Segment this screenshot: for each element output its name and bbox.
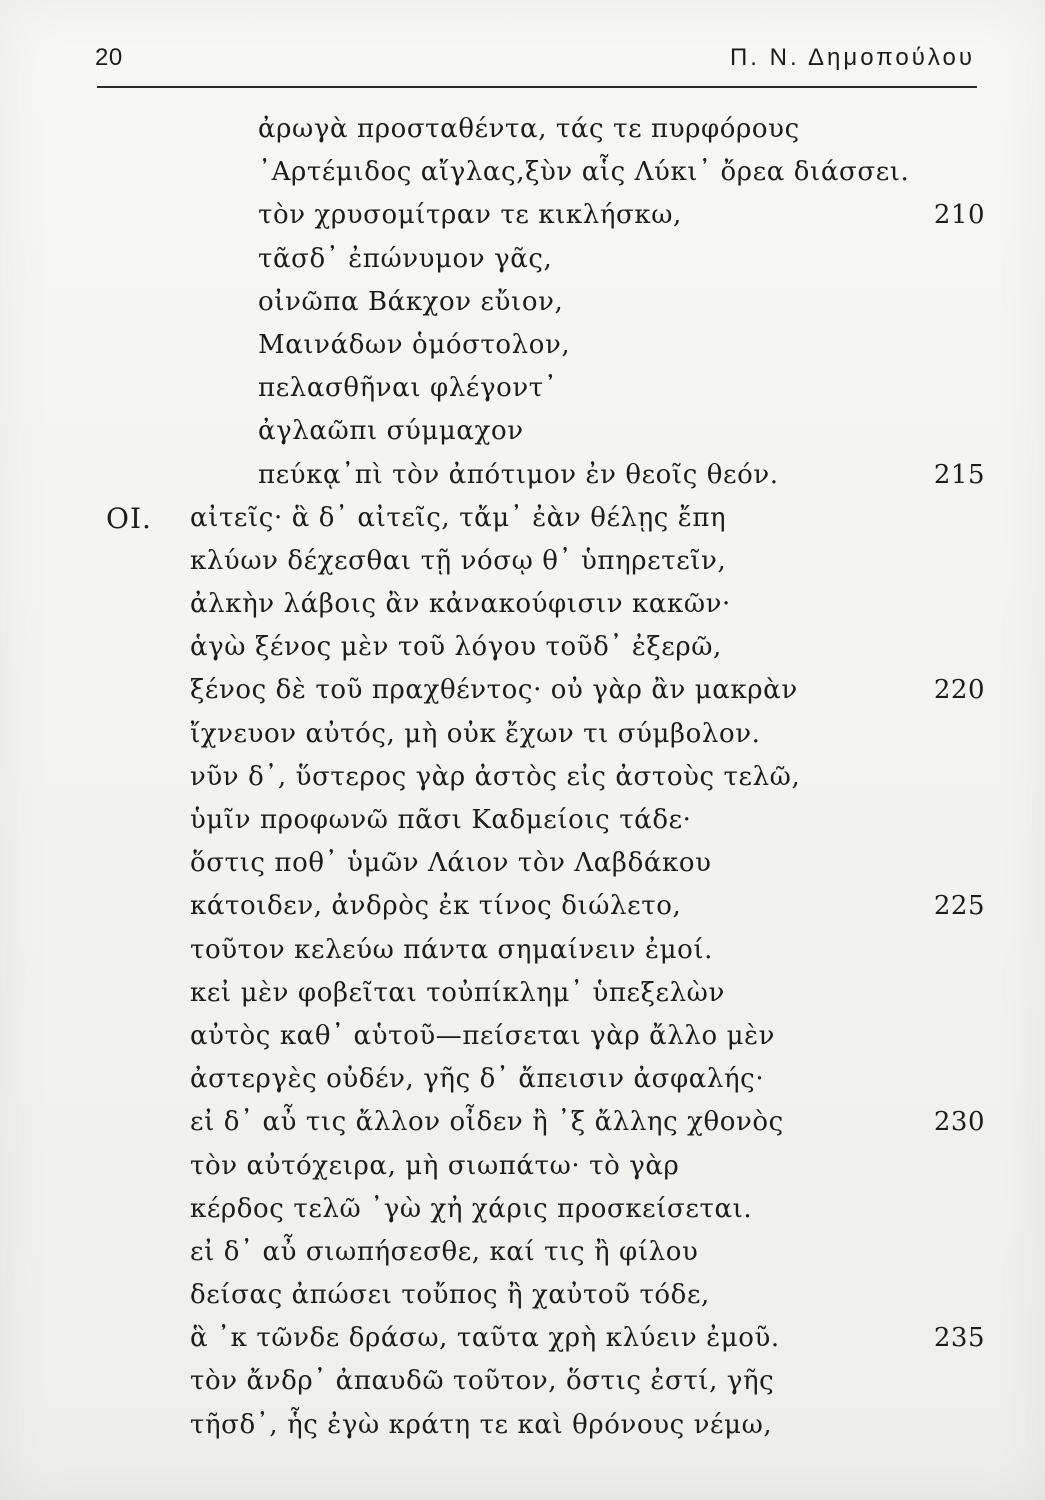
line-number: 225 <box>933 891 985 922</box>
verse-text: τὸν ἄνδρ᾿ ἀπαυδῶ τοῦτον, ὅστις ἐστί, γῆς <box>190 1366 775 1397</box>
verse-line <box>0 1274 1045 1317</box>
verse-text: ὑμῖν προφωνῶ πᾶσι Καδμείοις τάδε· <box>190 805 692 835</box>
verse-line <box>0 756 1045 799</box>
header-rule <box>97 86 977 88</box>
verse-text: ἴχνευον αὐτός, μὴ οὐκ ἔχων τι σύμβολον. <box>190 718 761 749</box>
running-title: Π. Ν. Δημοπούλου <box>729 44 975 71</box>
verse-text: τὸν χρυσομίτραν τε κικλήσκω, <box>258 200 682 231</box>
page-header <box>95 44 975 84</box>
verse-text: πελασθῆναι φλέγοντ᾿ <box>258 373 558 404</box>
verse-text: κέρδος τελῶ ᾿γὼ χἠ χάρις προσκείσεται. <box>190 1193 753 1224</box>
verse-line <box>0 1188 1045 1231</box>
verse-line <box>0 1145 1045 1188</box>
verse-text: ἀρωγὰ προσταθέντα, τάς τε πυρφόρους <box>258 114 800 144</box>
verse-text: ἃ ᾿κ τῶνδε δράσω, ταῦτα χρὴ κλύειν ἐμοῦ. <box>190 1323 780 1354</box>
verse-text: εἰ δ᾿ αὖ σιωπήσεσθε, καί τις ἢ φίλου <box>190 1236 699 1267</box>
verse-line <box>0 583 1045 626</box>
page-number: 20 <box>95 44 123 71</box>
verse-text: ἀλκὴν λάβοις ἂν κἀνακούφισιν κακῶν· <box>190 589 731 620</box>
verse-text: ἀγλαῶπι σύμμαχον <box>258 416 524 447</box>
verse-line <box>0 108 1045 151</box>
verse-text: οἰνῶπα Βάκχον εὔιον, <box>258 286 564 317</box>
verse-line <box>0 151 1045 194</box>
verse-text: ἁγὼ ξένος μὲν τοῦ λόγου τοῦδ᾿ ἐξερῶ, <box>190 632 722 663</box>
verse-line <box>0 799 1045 842</box>
verse-line <box>0 367 1045 410</box>
verse-block <box>0 108 1045 1447</box>
line-number: 235 <box>933 1323 985 1354</box>
verse-text: τὸν αὐτόχειρα, μὴ σιωπάτω· τὸ γὰρ <box>190 1150 680 1181</box>
verse-line <box>0 885 1045 928</box>
speaker-label: ΟΙ. <box>106 501 152 535</box>
verse-line <box>0 1101 1045 1144</box>
line-number: 210 <box>933 200 985 231</box>
verse-text: κλύων δέχεσθαι τῇ νόσῳ θ᾿ ὑπηρετεῖν, <box>190 545 727 576</box>
verse-text: εἰ δ᾿ αὖ τις ἄλλον οἶδεν ἢ ᾿ξ ἄλλης χθονὸς <box>190 1107 784 1138</box>
line-number: 220 <box>933 675 985 706</box>
verse-text: ὅστις ποθ᾿ ὑμῶν Λάιον τὸν Λαβδάκου <box>190 848 712 879</box>
verse-line <box>0 497 1045 540</box>
verse-line <box>0 454 1045 497</box>
verse-line <box>0 972 1045 1015</box>
verse-text: κεἰ μὲν φοβεῖται τοὐπίκλημ᾿ ὑπεξελὼν <box>190 977 725 1008</box>
verse-text: ξένος δὲ τοῦ πραχθέντος· οὐ γὰρ ἂν μακρὰν <box>190 675 798 706</box>
verse-line <box>0 1404 1045 1447</box>
verse-text: δείσας ἀπώσει τοὔπος ἢ χαὐτοῦ τόδε, <box>190 1280 710 1311</box>
verse-line <box>0 669 1045 712</box>
verse-text: ἀστεργὲς οὐδέν, γῆς δ᾿ ἄπεισιν ἀσφαλής· <box>190 1064 765 1095</box>
verse-text: τᾶσδ᾿ ἐπώνυμον γᾶς, <box>258 243 553 274</box>
verse-text: ᾿Αρτέμιδος αἴγλας,ξὺν αἷς Λύκι᾿ ὄρεα διάσσει. <box>258 157 910 188</box>
line-number: 215 <box>933 459 985 490</box>
verse-line <box>0 281 1045 324</box>
verse-line <box>0 713 1045 756</box>
verse-line <box>0 1317 1045 1360</box>
verse-text: νῦν δ᾿, ὕστερος γὰρ ἀστὸς εἰς ἀστοὺς τελῶ, <box>190 761 801 792</box>
verse-line <box>0 1360 1045 1403</box>
verse-line <box>0 842 1045 885</box>
verse-line <box>0 626 1045 669</box>
line-number: 230 <box>933 1107 985 1138</box>
verse-line <box>0 540 1045 583</box>
verse-text: Μαινάδων ὁμόστολον, <box>258 329 571 360</box>
verse-text: κάτοιδεν, ἀνδρὸς ἐκ τίνος διώλετο, <box>190 891 682 922</box>
verse-line <box>0 238 1045 281</box>
verse-line <box>0 1058 1045 1101</box>
verse-line <box>0 194 1045 237</box>
verse-text: τῆσδ᾿, ἧς ἐγὼ κράτη τε καὶ θρόνους νέμω, <box>190 1409 773 1440</box>
verse-line <box>0 1015 1045 1058</box>
verse-line <box>0 410 1045 453</box>
verse-line <box>0 324 1045 367</box>
verse-text: αἰτεῖς· ἃ δ᾿ αἰτεῖς, τἄμ᾿ ἐὰν θέλῃς ἔπη <box>190 502 727 533</box>
verse-line <box>0 1231 1045 1274</box>
verse-line <box>0 929 1045 972</box>
verse-text: πεύκᾳ᾿πὶ τὸν ἀπότιμον ἐν θεοῖς θεόν. <box>258 459 779 490</box>
verse-text: αὐτὸς καθ᾿ αὑτοῦ—πείσεται γὰρ ἄλλο μὲν <box>190 1020 776 1051</box>
verse-text: τοῦτον κελεύω πάντα σημαίνειν ἐμοί. <box>190 934 714 965</box>
